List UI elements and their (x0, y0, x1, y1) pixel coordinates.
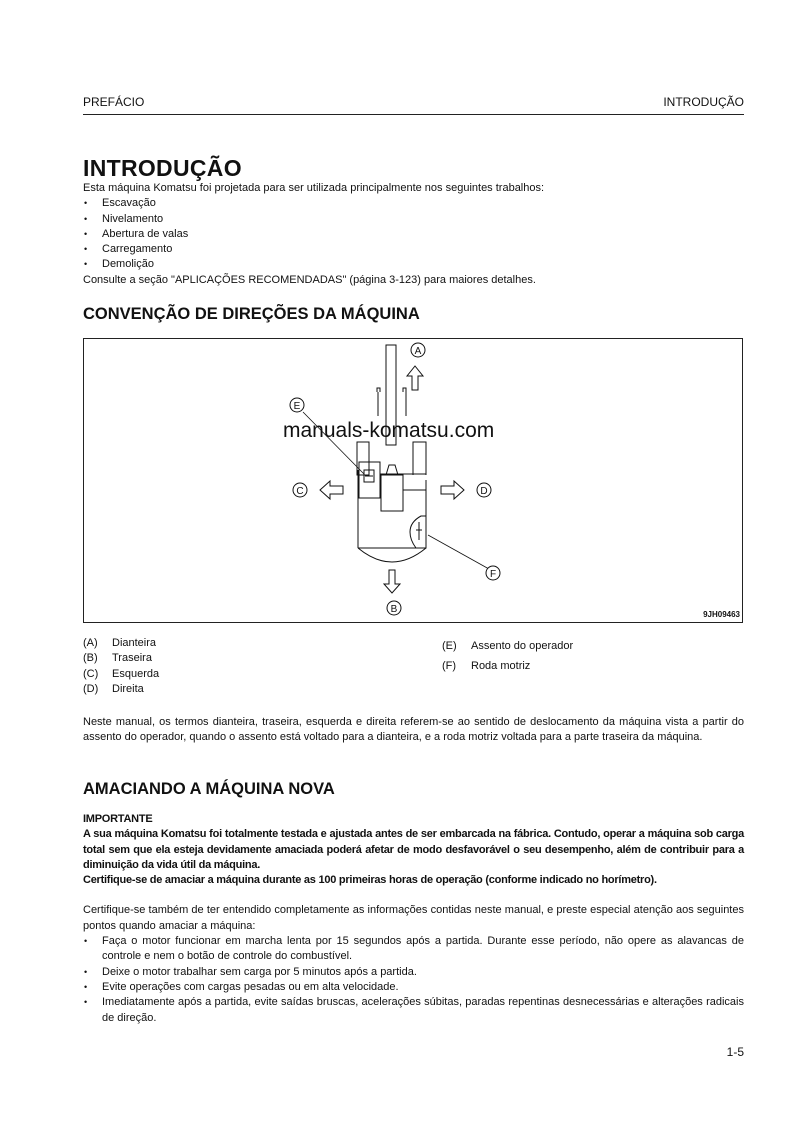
figure-code: 9JH09463 (703, 610, 740, 619)
arrow-rear-icon (384, 570, 400, 593)
header-section-left: PREFÁCIO (83, 95, 145, 109)
label-b: B (390, 604, 398, 615)
legend-key: (E) (442, 640, 457, 652)
list-item: • Nivelamento (83, 212, 744, 227)
breakin-list (83, 934, 744, 1026)
list-item: • Imediatamente após a partida, evite saídas bruscas, acelerações súbitas, paradas repentinas desnecessárias e alterações radicais de direção. (83, 995, 744, 1026)
list-item: • Faça o motor funcionar em marcha lenta por 15 segundos após a partida. Durante esse período, não opere as alavancas de controle e nem o botão de controle do combustível. (83, 934, 744, 965)
list-item: • Carregamento (83, 242, 744, 257)
legend-key: (B) (83, 652, 98, 665)
directions-paragraph: Neste manual, os termos dianteira, traseira, esquerda e direita referem-se ao sentido de deslocamento da máquina vista a partir do assento do operador, quando o assento está voltado para a dianteira, e a roda motriz voltada para a parte traseira da máquina. (83, 716, 744, 744)
list-item: • Escavação (83, 196, 744, 211)
label-d: D (480, 486, 488, 497)
list-item: • Abertura de valas (83, 227, 744, 242)
legend-text: Direita (112, 682, 144, 695)
breakin-paragraph: Certifique-se também de ter entendido completamente as informações contidas neste manual, e preste especial atenção aos seguintes pontos quando amaciar a máquina: (83, 904, 744, 932)
legend-text: Dianteira (112, 637, 157, 649)
legend-key: (A) (83, 637, 98, 649)
arrows (320, 366, 464, 593)
legend-key: (C) (83, 667, 99, 680)
label-f: F (489, 569, 497, 580)
arrow-front-icon (407, 366, 423, 390)
legend-left (83, 636, 159, 697)
label-a: A (414, 346, 422, 357)
list-item: • Demolição (83, 257, 744, 272)
watermark: manuals-komatsu.com (283, 419, 495, 442)
section-heading-breakin: AMACIANDO A MÁQUINA NOVA (83, 780, 335, 798)
section-heading-directions: CONVENÇÃO DE DIREÇÕES DA MÁQUINA (83, 305, 420, 323)
legend-text: Roda motriz (471, 660, 531, 672)
arrow-right-icon (441, 481, 464, 499)
list-item: • Deixe o motor trabalhar sem carga por 5 minutos após a partida. (83, 965, 744, 980)
important-text-2: Certifique-se de amaciar a máquina durante as 100 primeiras horas de operação (conforme indicado no horímetro). (83, 874, 657, 887)
important-text: A sua máquina Komatsu foi totalmente testada e ajustada antes de ser embarcada na fábrica. Contudo, operar a máquina sob carga total sem que ela esteja devidamente amaciada poderá afetar de modo desfavorável o seu desempenho, além de contribuir para a diminuição da vida útil da máquina. (83, 828, 744, 871)
legend-text: Assento do operador (471, 640, 574, 652)
breakin-section (83, 812, 744, 1026)
legend-key: (F) (442, 660, 457, 672)
legend-text: Traseira (112, 652, 152, 665)
machine-outline (357, 345, 426, 562)
legend-right (442, 636, 573, 676)
label-c: C (296, 486, 304, 497)
intro-lead: Esta máquina Komatsu foi projetada para ser utilizada principalmente nos seguintes trabalhos: (83, 182, 545, 194)
important-label: IMPORTANTE (83, 813, 153, 825)
page-number: 1-5 (726, 1045, 744, 1059)
page-title: INTRODUÇÃO (83, 155, 242, 181)
header-section-right: INTRODUÇÃO (663, 95, 744, 109)
intro-note: Consulte a seção "APLICAÇÕES RECOMENDADAS" (página 3-123) para maiores detalhes. (83, 273, 536, 286)
legend-text: Esquerda (112, 667, 160, 680)
legend-key: (D) (83, 682, 99, 695)
arrow-left-icon (320, 481, 343, 499)
list-item: • Evite operações com cargas pesadas ou em alta velocidade. (83, 980, 744, 995)
label-e: E (293, 401, 301, 412)
